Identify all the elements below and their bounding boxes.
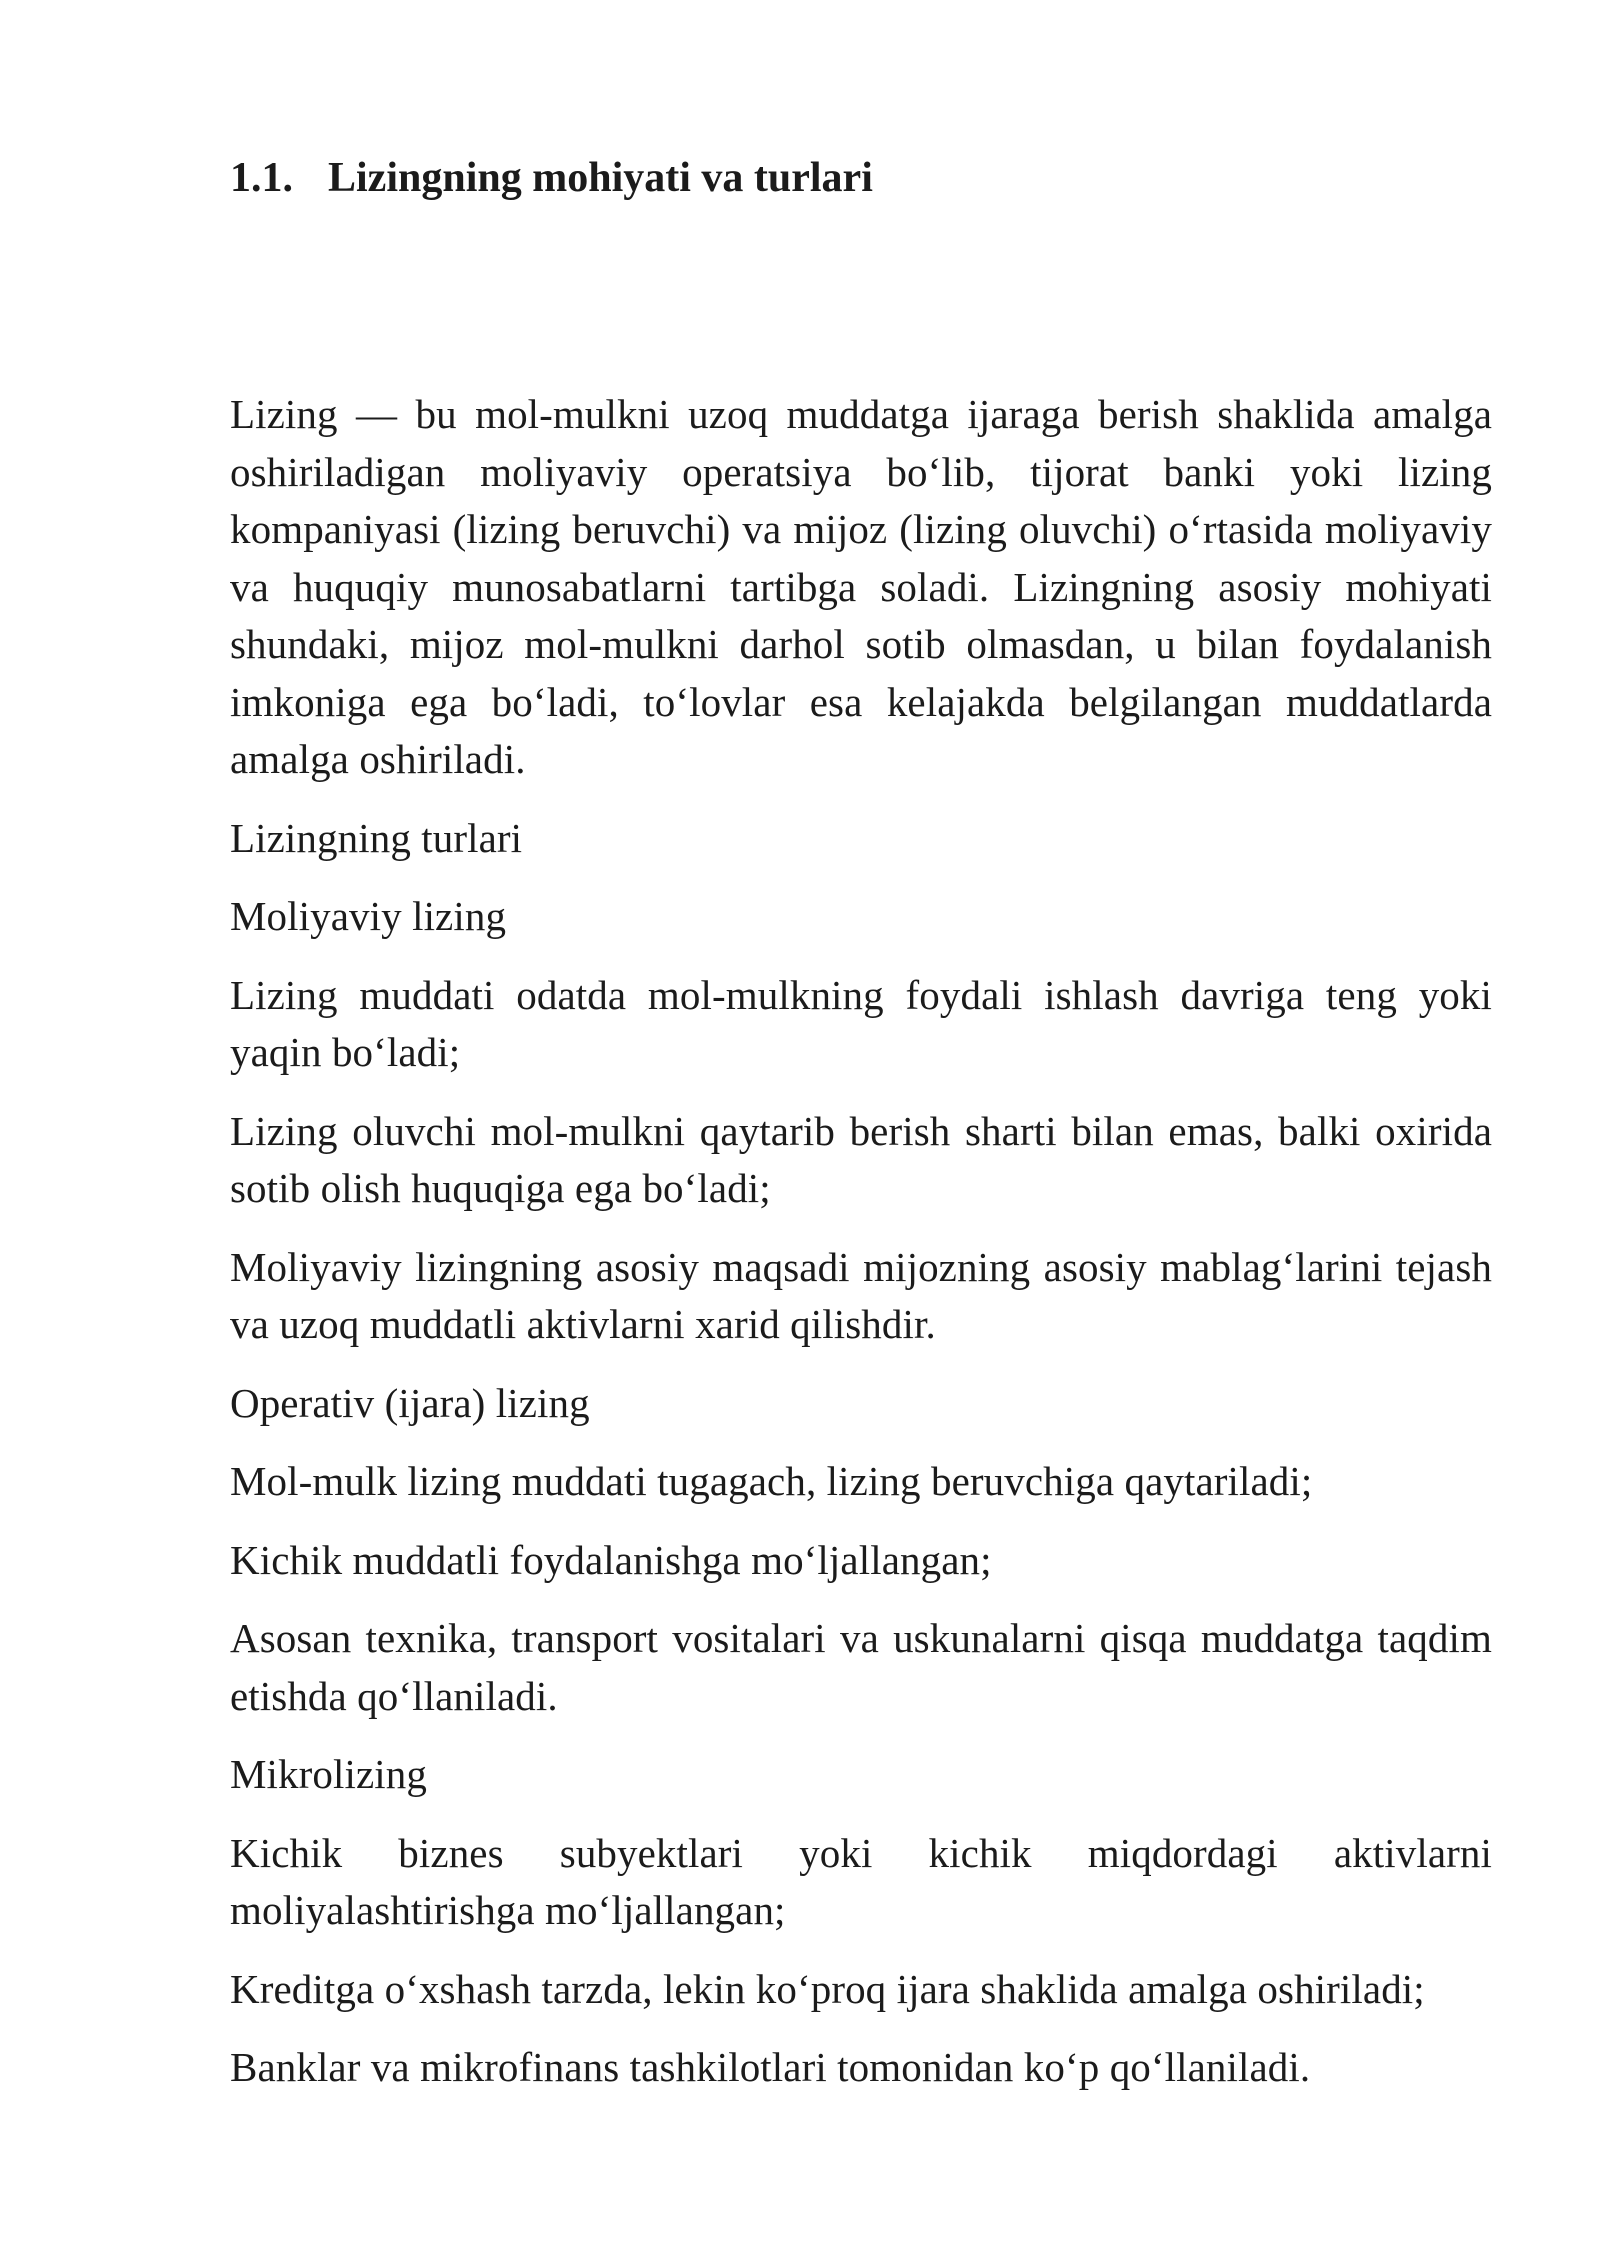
subheading-types: Lizingning turlari (230, 814, 523, 861)
section-heading (230, 150, 873, 206)
document-body (230, 386, 1492, 2118)
subheading-financial-leasing: Moliyaviy lizing (230, 893, 507, 939)
paragraph-definition: Lizing — bu mol-mulkni uzoq muddatga ijaraga berish shaklida amalga oshiriladigan moliyaviy operatsiya bo‘lib, tijorat banki yoki lizing kompaniyasi (lizing beruvchi) va mijoz (lizing oluvchi) o‘rtasida moliyaviy va huquqiy munosabatlarni tartibga soladi. Lizingning asosiy mohiyati shundaki, mijoz mol-mulkni darhol sotib olmasdan, u bilan foydalanish imkoniga ega bo‘ladi, to‘lovlar esa kelajakda belgilangan muddatlarda amalga oshiriladi. (230, 391, 1492, 782)
section-title: Lizingning mohiyati va turlari (328, 155, 873, 201)
paragraph-operating-short-term: Kichik muddatli foydalanishga mo‘ljallangan; (230, 1536, 992, 1583)
paragraph-operating-return: Mol-mulk lizing muddati tugagach, lizing beruvchiga qaytariladi; (230, 1458, 1313, 1504)
paragraph-financial-term: Lizing muddati odatda mol-mulkning foydali ishlash davriga teng yoki yaqin bo‘ladi; (230, 971, 1492, 1075)
section-number: 1.1. (230, 155, 293, 201)
paragraph-financial-purpose: Moliyaviy lizingning asosiy maqsadi mijozning asosiy mablag‘larini tejash va uzoq muddatli aktivlarni xarid qilishdir. (230, 1243, 1492, 1347)
paragraph-micro-form: Kreditga o‘xshash tarzda, lekin ko‘proq ijara shaklida amalga oshiriladi; (230, 1965, 1425, 2012)
subheading-microleasing: Mikrolizing (230, 1751, 427, 1797)
paragraph-financial-purchase-right: Lizing oluvchi mol-mulkni qaytarib berish sharti bilan emas, balki oxirida sotib olish huquqiga ega bo‘ladi; (230, 1107, 1492, 1211)
subheading-operating-leasing: Operativ (ijara) lizing (230, 1379, 590, 1426)
paragraph-micro-target: Kichik biznes subyektlari yoki kichik miqdordagi aktivlarni moliyalashtirishga mo‘ljallangan; (230, 1829, 1492, 1933)
paragraph-operating-usage: Asosan texnika, transport vositalari va uskunalarni qisqa muddatga taqdim etishda qo‘llaniladi. (230, 1615, 1492, 1719)
paragraph-micro-users: Banklar va mikrofinans tashkilotlari tomonidan ko‘p qo‘llaniladi. (230, 2044, 1311, 2090)
